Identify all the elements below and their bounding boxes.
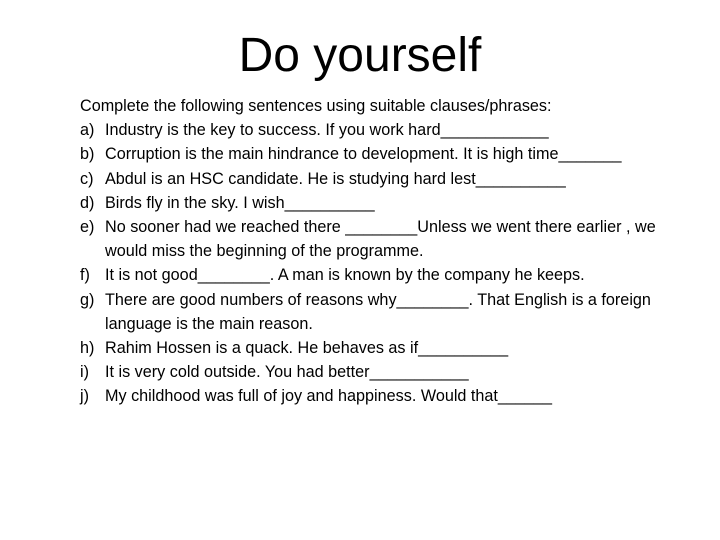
- exercise-item-i: [80, 360, 680, 384]
- exercise-item-e: [80, 215, 680, 263]
- slide-body: [80, 94, 680, 409]
- item-text: Corruption is the main hindrance to development. It is high time_______: [105, 145, 622, 164]
- exercise-item-a: [80, 118, 680, 142]
- item-marker: g): [80, 290, 95, 309]
- item-text: It is very cold outside. You had better___________: [105, 363, 469, 382]
- item-text: My childhood was full of joy and happiness. Would that______: [105, 387, 552, 406]
- exercise-item-c: [80, 167, 680, 191]
- item-marker: i): [80, 363, 89, 382]
- item-text: Birds fly in the sky. I wish__________: [105, 193, 375, 212]
- item-marker: d): [80, 193, 95, 212]
- instruction-text: Complete the following sentences using suitable clauses/phrases:: [80, 97, 552, 115]
- exercise-item-d: [80, 191, 680, 215]
- exercise-item-f: [80, 263, 680, 287]
- exercise-list: [80, 118, 680, 408]
- item-text: There are good numbers of reasons why________. That English is a foreign language is the main reason.: [105, 290, 651, 333]
- exercise-item-j: [80, 384, 680, 408]
- item-text: Rahim Hossen is a quack. He behaves as if__________: [105, 339, 509, 358]
- slide-title: Do yourself: [238, 29, 482, 82]
- item-marker: c): [80, 169, 94, 188]
- item-marker: e): [80, 218, 95, 237]
- item-marker: b): [80, 145, 95, 164]
- exercise-item-b: [80, 142, 680, 166]
- item-text: It is not good________. A man is known by the company he keeps.: [105, 266, 585, 285]
- exercise-item-g: [80, 288, 680, 336]
- item-text: Abdul is an HSC candidate. He is studying hard lest__________: [105, 169, 566, 188]
- item-marker: f): [80, 266, 90, 285]
- exercise-item-h: [80, 336, 680, 360]
- item-marker: j): [80, 387, 89, 406]
- item-text: Industry is the key to success. If you work hard____________: [105, 121, 549, 140]
- item-text: No sooner had we reached there ________Unless we went there earlier , we would miss the beginning of the programme.: [105, 218, 656, 261]
- item-marker: h): [80, 339, 95, 358]
- item-marker: a): [80, 121, 95, 140]
